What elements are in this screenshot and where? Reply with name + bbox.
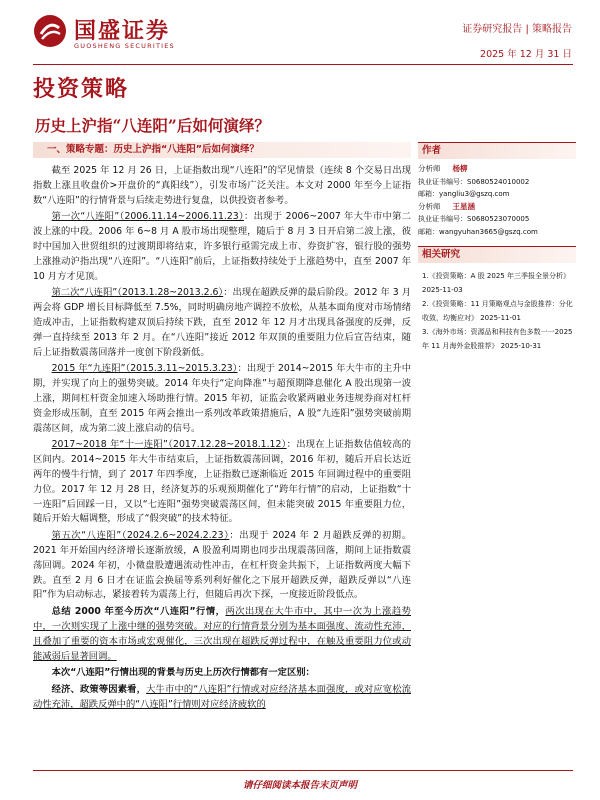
intro-paragraph: 截至 2025 年 12 月 26 日，上证指数出现“八连阳”的罕见情景（连续 8 个交易日出现指数上涨且收盘价>开盘价的“真阳线”），引发市场广泛关注。本文对 2000 年至今上证指数“八连阳”的行情背景与后续走势进行复盘，以供投资者参考。	[33, 165, 411, 206]
summary-paragraph: 总结 2000 年至今历次“八连阳”行情，两次出现在大牛市中，其中一次为上涨趋势中，一次则实现了上涨中继的强势突破。对应的行情背景分别为基本面强度、流动性充沛，且叠加了重要的资本市场或宏观催化，三次出现在超跌反弹过程中，在触及重要阻力位或动能减弱后显著回调。	[33, 606, 411, 662]
brand-name-en: GUOSHENG SECURITIES	[74, 42, 175, 50]
author-1-cert: 执业证书编号：S0680524010002	[418, 177, 530, 186]
author-2-cert: 执业证书编号：S0680523070005	[418, 215, 530, 223]
paragraph-second-eight: 第二次“八连阳”（2013.1.28~2013.2.6）：出现在超跌反弹的最后阶段。2012 年 3 月两会将 GDP 增长目标降低至 7.5%，同时明确房地产调控不放松，从基本面角度对市场情绪造成冲击，上证指数构建双顶后持续下跌，直至 2012 年 12 月才出现具备强度的反弹，反弹一直持续至 2013 年 2 月。在“八连阳”接近 2012 年双顶的重要阻力位后宣告结束，随后上证指数震荡回落并一度创下阶段新低。	[33, 287, 411, 358]
paragraph-2015-nine: 2015 年“九连阳”（2015.3.11~2015.3.23）：出现于 2014~2015 年大牛市的主升中期，并实现了向上的强势突破。2014 年央行“定向降准”与超预期降息催化 A 股出现第一波上涨，期间杠杆资金加速入场助推行情。2015 年初，证监会收紧两融业务违规券商对杠杆资金形成压制，直至 2015 年两会推出一系列改革政策措施后，A 股“九连阳”强势突破前期震荡区间，成为第二波上涨启动的信号。	[33, 363, 411, 434]
brand-name: 国盛证券	[74, 18, 171, 44]
last-paragraph: 经济、政策等因素看，大牛市中的“八连阳”行情或对应经济基本面强度，或对应宽松流动性充沛，超跌反弹中的“八连阳”行情则对应经济疲软的	[33, 684, 411, 710]
related-item[interactable]: 1.《投资策略：A 股 2025 年三季报全景分析》 2025-11-03	[422, 272, 570, 294]
author-1-email[interactable]: 邮箱：yangliu3@gszq.com	[418, 190, 510, 198]
footer-divider	[33, 770, 573, 771]
report-type: 证券研究报告 | 策略报告	[462, 24, 572, 35]
related-item[interactable]: 2.《投资策略：11 月策略观点与金股推荐：分化收敛，均衡应对》 2025-11-01	[422, 300, 573, 322]
paragraph-first-eight: 第一次“八连阳”（2006.11.14~2006.11.23）：出现于 2006~2007 年大牛市中第二波上涨的中段。2006 年 6~8 月 A 股市场出现整理，随后于 8 月 3 日开启第二波上涨，彼时中国加入世贸组织的过渡期即将结束，许多银行亟需完成上市、券资扩容，银行股的强势上涨推动沪指出现“八连阳”。“八连阳”前后，上证指数持续处于上涨趋势中，直至 2007 年 10 月方才见顶。	[33, 211, 411, 282]
header-divider	[33, 64, 573, 65]
sidebar	[418, 142, 576, 353]
paragraph-2017-eleven: 2017~2018 年“十一连阳”（2017.12.28~2018.1.12）：出现在上证指数估值较高的区间内。2014~2015 年大牛市结束后，上证指数震荡回调，2016 年初，随后开启长达近两年的慢牛行情，到了 2017 年四季度，上证指数已逐渐临近 2015 年回调过程中的重要阻力位。2017 年 12 月 28 日，经济复苏的乐观预期催化了“跨年行情”的启动，上证指数“十一连阳”后回踩一日，又以“七连阳”强势突破震荡区间，但未能突破 2015 年重要阻力位，随后开始大幅调整，形成了“假突破”的技术特征。	[33, 439, 411, 525]
report-date: 2025 年 12 月 31 日	[480, 49, 572, 60]
main-body	[33, 142, 411, 715]
authors-heading: 作者	[418, 142, 576, 159]
related-heading: 相关研究	[418, 246, 576, 263]
author-2-email[interactable]: 邮箱：wangyuhan3665@gszq.com	[418, 227, 538, 236]
guosheng-logo-icon	[33, 14, 67, 48]
section-heading: 一、策略专题：历史上沪指“八连阳”后如何演绎？	[33, 142, 411, 158]
author-1: 分析师 杨柳	[418, 164, 468, 173]
report-header	[0, 0, 600, 66]
report-subtitle: 历史上沪指“八连阳”后如何演绎？	[35, 116, 270, 135]
related-item[interactable]: 3.《海外市场：资源品和科技有色多数一一2025 年 11 月海外金股推荐》 2025-10-31	[422, 328, 573, 350]
bold-statement: 本次“八连阳”行情出现的背景与历史上历次行情都有一定区别：	[51, 667, 315, 679]
footer-disclaimer: 请仔细阅读本报告末页声明	[242, 780, 357, 791]
author-2: 分析师 王星涵	[418, 201, 475, 211]
page-title: 投资策略	[33, 76, 130, 102]
paragraph-fifth-eight: 第五次“八连阳”（2024.2.6~2024.2.23）：出现于 2024 年 2 月超跌反弹的初期。2021 年开始国内经济增长逐渐放缓，A 股盈利周期也同步出现震荡回落，期间上证指数震荡回调。2024 年初，小微盘股遭遇流动性冲击，在杠杆资金共振下，上证指数两度大幅下跌。直至 2 月 6 日才在证监会换届等系列利好催化之下展开超跌反弹，超跌反弹以“八连阳”作为启动标志，紧接着转为震荡上行，但随后再次下探，一度接近阶段低点。	[33, 530, 411, 601]
